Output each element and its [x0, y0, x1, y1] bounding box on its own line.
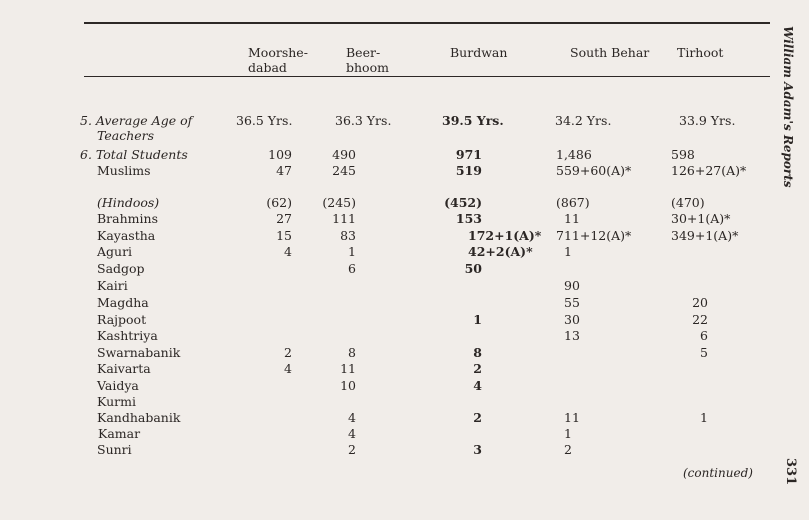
cell-value: 36.3 Yrs.: [335, 113, 392, 128]
row-label: Sadgop: [97, 261, 145, 276]
row-label: Vaidya: [97, 378, 139, 393]
cell-value: 4: [284, 244, 292, 259]
cell-value: 2: [564, 442, 572, 457]
cell-value: (452): [444, 195, 482, 210]
row-label: Kashtriya: [97, 328, 158, 343]
row-label: Aguri: [97, 244, 133, 259]
cell-value: 36.5 Yrs.: [236, 113, 293, 128]
cell-value: 8: [473, 345, 482, 360]
row-label: Magdha: [97, 295, 149, 310]
cell-value: 245: [332, 163, 356, 178]
cell-value: 111: [332, 211, 356, 226]
row-label: Kamar: [98, 426, 141, 441]
row-label: Kandhabanik: [97, 410, 181, 425]
cell-value: 4: [348, 410, 356, 425]
col-header-burdwan: Burdwan: [450, 45, 508, 60]
cell-value: 47: [276, 163, 292, 178]
col-header-beerbhoom: Beer- bhoom: [346, 45, 389, 75]
cell-value: 349+1(A)*: [671, 228, 739, 243]
cell-value: 50: [464, 261, 482, 276]
cell-value: 34.2 Yrs.: [555, 113, 612, 128]
cell-value: (867): [556, 195, 590, 210]
row-label: Kurmi: [97, 394, 136, 409]
cell-value: 1: [700, 410, 708, 425]
table-top-rule: [84, 22, 770, 24]
cell-value: 10: [340, 378, 356, 393]
cell-value: 11: [564, 211, 580, 226]
cell-value: 1: [564, 426, 572, 441]
cell-value: 711+12(A)*: [556, 228, 632, 243]
row-label: 6. Total Students: [80, 147, 188, 162]
cell-value: 30+1(A)*: [671, 211, 731, 226]
cell-value: 20: [692, 295, 708, 310]
cell-value: 1: [564, 244, 572, 259]
cell-value: 83: [340, 228, 356, 243]
col-header-tirhoot: Tirhoot: [677, 45, 724, 60]
cell-value: 2: [473, 410, 482, 425]
cell-value: (245): [322, 195, 356, 210]
cell-value: 39.5 Yrs.: [442, 113, 504, 128]
col-header-moorshedabad: Moorshe- dabad: [248, 45, 308, 75]
cell-value: 490: [332, 147, 356, 162]
cell-value: 30: [564, 312, 580, 327]
cell-value: 971: [455, 147, 482, 162]
row-label: Brahmins: [97, 211, 158, 226]
cell-value: 519: [455, 163, 482, 178]
row-label: Kaivarta: [97, 361, 151, 376]
cell-value: 153: [455, 211, 482, 226]
running-title: William Adam's Reports: [781, 26, 795, 188]
cell-value: 2: [348, 442, 356, 457]
row-label: Sunri: [97, 442, 132, 457]
cell-value: 4: [348, 426, 356, 441]
cell-value: 126+27(A)*: [671, 163, 747, 178]
row-label: Kayastha: [97, 228, 156, 243]
cell-value: 598: [671, 147, 695, 162]
cell-value: 27: [276, 211, 292, 226]
cell-value: 6: [700, 328, 708, 343]
continued-note: (continued): [683, 466, 753, 480]
cell-value: 1: [348, 244, 356, 259]
cell-value: 559+60(A)*: [556, 163, 632, 178]
cell-value: (470): [671, 195, 705, 210]
cell-value: 11: [340, 361, 356, 376]
cell-value: 15: [276, 228, 292, 243]
row-label-continued: Teachers: [97, 128, 155, 143]
cell-value: 33.9 Yrs.: [679, 113, 736, 128]
row-label: Kairi: [97, 278, 128, 293]
cell-value: 1,486: [556, 147, 592, 162]
cell-value: 3: [473, 442, 482, 457]
row-label: 5. Average Age of: [80, 113, 193, 128]
cell-value: 55: [564, 295, 580, 310]
cell-value: 2: [473, 361, 482, 376]
row-label: Swarnabanik: [97, 345, 181, 360]
cell-value: 4: [284, 361, 292, 376]
cell-value: 5: [700, 345, 708, 360]
cell-value: 42+2(A)*: [468, 244, 533, 259]
cell-value: 1: [473, 312, 482, 327]
col-header-south-behar: South Behar: [570, 45, 650, 60]
cell-value: 11: [564, 410, 580, 425]
table-header-rule: [84, 76, 770, 77]
cell-value: 2: [284, 345, 292, 360]
page-number: 331: [783, 458, 798, 486]
cell-value: 6: [348, 261, 356, 276]
cell-value: 109: [268, 147, 292, 162]
cell-value: (62): [266, 195, 292, 210]
row-label: Muslims: [97, 163, 151, 178]
cell-value: 13: [564, 328, 580, 343]
cell-value: 22: [692, 312, 708, 327]
row-label: (Hindoos): [97, 195, 160, 210]
cell-value: 90: [564, 278, 580, 293]
cell-value: 172+1(A)*: [468, 228, 542, 243]
cell-value: 8: [348, 345, 356, 360]
cell-value: 4: [473, 378, 482, 393]
row-label: Rajpoot: [97, 312, 147, 327]
